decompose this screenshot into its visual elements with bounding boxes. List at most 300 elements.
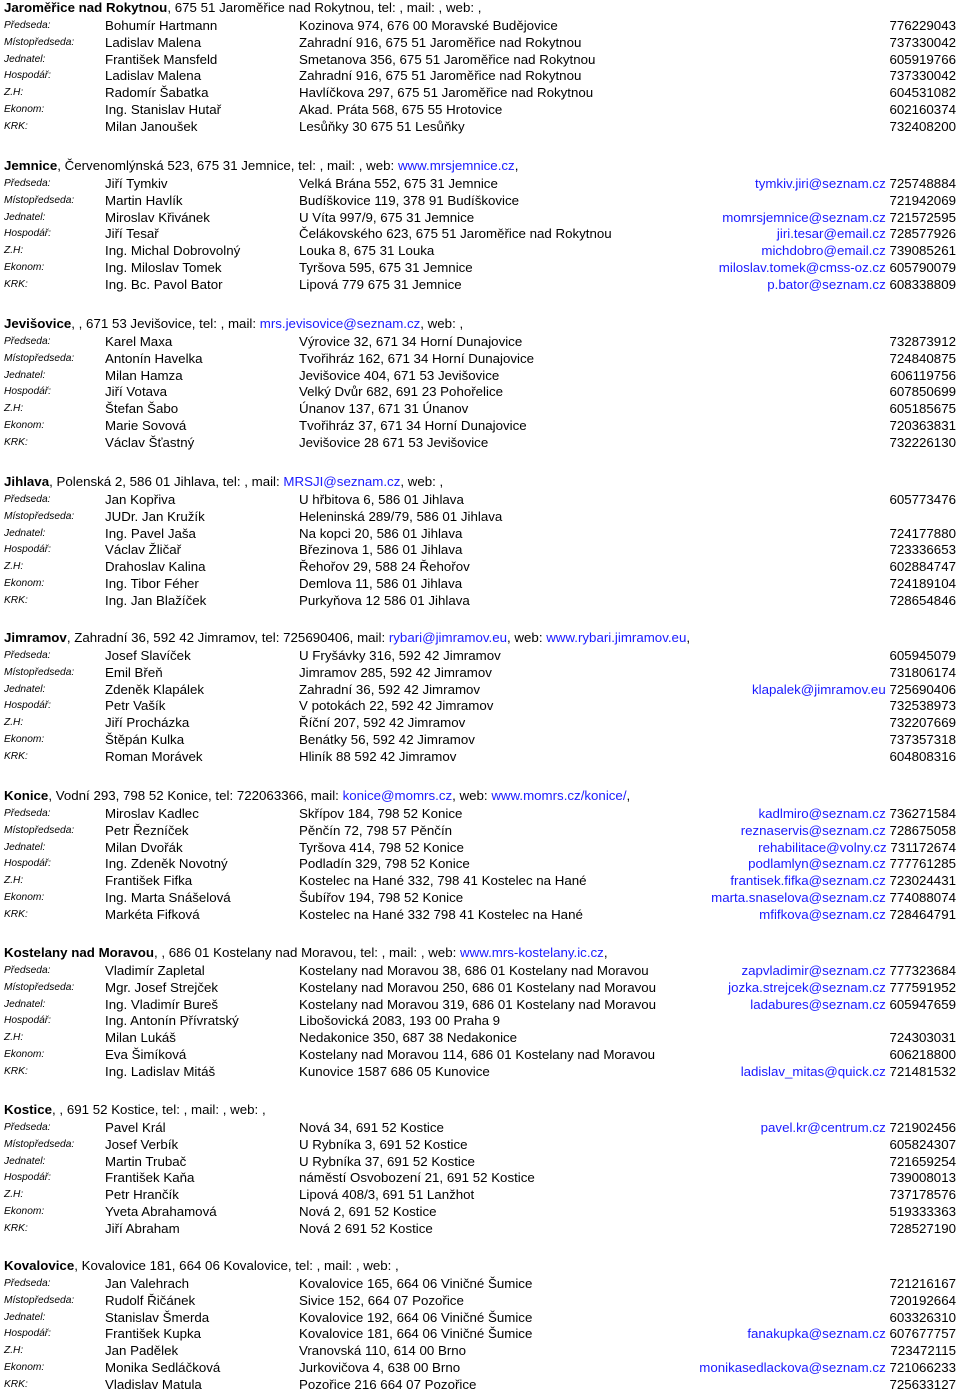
member-address: Tvořihráz 162, 671 34 Horní Dunajovice xyxy=(299,350,535,366)
organization-name: Jimramov xyxy=(4,630,67,645)
member-contact xyxy=(889,542,956,559)
member-address: náměstí Osvobození 21, 691 52 Kostice xyxy=(299,1170,535,1186)
member-phone: 724840875 xyxy=(889,350,956,366)
member-name: Bohumír Hartmann xyxy=(105,18,218,33)
member-name: Roman Morávek xyxy=(105,748,203,764)
member-email-link[interactable]: zapvladimir@seznam.cz xyxy=(741,963,886,978)
member-contact xyxy=(730,873,956,890)
member-name: Štěpán Kulka xyxy=(105,732,185,747)
member-name: František Mansfeld xyxy=(105,51,218,67)
member-name: Ladislav Malena xyxy=(105,34,202,50)
organization-web-link[interactable]: www.momrs.cz/konice/ xyxy=(491,788,627,803)
organization-web-link[interactable]: www.rybari.jimramov.eu xyxy=(546,630,687,645)
member-contact xyxy=(889,1030,956,1047)
organization-name: Jihlava xyxy=(4,474,50,489)
member-role: KRK: xyxy=(4,1222,28,1234)
member-row xyxy=(4,732,956,749)
member-row xyxy=(4,648,956,665)
member-row xyxy=(4,1221,956,1238)
member-name: Emil Břeň xyxy=(105,664,163,680)
member-email-link[interactable]: fanakupka@seznam.cz xyxy=(747,1326,886,1342)
member-contact xyxy=(889,102,956,119)
member-name: Martin Havlík xyxy=(105,192,183,208)
member-row xyxy=(4,52,956,69)
member-role: Předseda: xyxy=(4,178,51,189)
member-phone: 721572595 xyxy=(889,209,956,225)
member-phone: 728577926 xyxy=(889,226,956,242)
member-row xyxy=(4,715,956,732)
member-row xyxy=(4,698,956,715)
member-contact xyxy=(889,593,956,610)
member-name: Josef Slavíček xyxy=(105,648,191,663)
member-address: Lesůňky 30 675 51 Lesůňky xyxy=(299,118,465,134)
member-contact xyxy=(889,119,956,136)
member-role: Místopředseda: xyxy=(4,1138,75,1150)
member-address: Hliník 88 592 42 Jimramov xyxy=(299,748,457,764)
member-role: KRK: xyxy=(4,278,28,290)
member-address: Kozinova 974, 676 00 Moravské Budějovice xyxy=(299,18,558,33)
organization-info: , xyxy=(686,630,691,645)
organization-info: , Zahradní 36, 592 42 Jimramov, tel: 725690406, mail: xyxy=(66,630,389,645)
member-address: Kostelany nad Moravou 114, 686 01 Kostelany nad Moravou xyxy=(299,1047,656,1062)
member-row xyxy=(4,1360,956,1377)
member-address: Kovalovice 165, 664 06 Viničné Šumice xyxy=(299,1276,533,1291)
member-phone: 737330042 xyxy=(889,68,956,84)
member-name: František Kupka xyxy=(105,1326,202,1342)
member-address: Kostelec na Hané 332 798 41 Kostelec na Hané xyxy=(299,906,583,922)
member-role: KRK: xyxy=(4,594,28,606)
member-contact xyxy=(889,559,956,576)
member-name: Miroslav Kadlec xyxy=(105,806,199,821)
organization-header xyxy=(4,1258,399,1274)
member-address: Nová 2 691 52 Kostice xyxy=(299,1220,433,1236)
member-name: Ing. Stanislav Hutař xyxy=(105,102,222,117)
member-phone: 602884747 xyxy=(889,559,956,575)
member-address: Sivice 152, 664 07 Pozořice xyxy=(299,1292,464,1308)
member-phone: 737330042 xyxy=(889,34,956,50)
member-name: Zdeněk Klapálek xyxy=(105,681,205,697)
member-row xyxy=(4,749,956,766)
member-phone: 737178576 xyxy=(889,1187,956,1203)
member-address: Velká Brána 552, 675 31 Jemnice xyxy=(299,176,498,191)
member-contact xyxy=(711,890,956,907)
member-address: Benátky 56, 592 42 Jimramov xyxy=(299,732,475,747)
member-contact xyxy=(741,963,956,980)
member-name: Yveta Abrahamová xyxy=(105,1204,217,1219)
member-name: Štefan Šabo xyxy=(105,401,179,417)
member-address: Velký Dvůr 682, 691 23 Pohořelice xyxy=(299,384,504,400)
member-email-link[interactable]: reznaservis@seznam.cz xyxy=(740,822,886,838)
member-contact xyxy=(741,1064,956,1081)
member-email-link[interactable]: pavel.kr@centrum.cz xyxy=(760,1120,886,1135)
member-role: Hospodář: xyxy=(4,1172,52,1184)
member-address: Řehořov 29, 588 24 Řehořov xyxy=(299,559,470,575)
member-row xyxy=(4,526,956,543)
organization-info: , web: xyxy=(452,788,492,803)
member-row xyxy=(4,368,956,385)
organization-info: , web: , xyxy=(400,474,444,489)
member-phone: 605945079 xyxy=(889,648,956,663)
member-role: Místopředseda: xyxy=(4,194,75,206)
member-row xyxy=(4,980,956,997)
member-role: KRK: xyxy=(4,1065,28,1077)
organization-header xyxy=(4,630,690,646)
member-role: Hospodář: xyxy=(4,228,52,240)
member-contact xyxy=(890,1343,956,1360)
member-role: Místopředseda: xyxy=(4,36,75,48)
member-phone: 721216167 xyxy=(889,1276,956,1291)
member-contact xyxy=(889,526,956,543)
member-role: Z.H: xyxy=(4,87,24,99)
member-address: Šubířov 194, 798 52 Konice xyxy=(299,890,464,905)
member-role: Z.H: xyxy=(4,1032,24,1044)
member-email-link[interactable]: michdobro@email.cz xyxy=(761,243,886,259)
member-row xyxy=(4,334,956,351)
member-email-link[interactable]: jiri.tesar@email.cz xyxy=(776,226,886,242)
member-phone: 724189104 xyxy=(889,576,956,591)
member-email-link[interactable]: miloslav.tomek@cmss-oz.cz xyxy=(718,260,886,275)
member-name: Ing. Michal Dobrovolný xyxy=(105,243,241,259)
member-role: Z.H: xyxy=(4,245,24,257)
member-phone: 736271584 xyxy=(889,806,956,821)
member-address: Pozořice 216 664 07 Pozořice xyxy=(299,1376,477,1392)
member-address: Kostelec na Hané 332, 798 41 Kostelec na Hané xyxy=(299,873,587,889)
member-contact xyxy=(761,1120,956,1137)
member-address: Heleninská 289/79, 586 01 Jihlava xyxy=(299,508,503,524)
member-phone: 732408200 xyxy=(889,118,956,134)
member-contact xyxy=(889,193,956,210)
member-phone: 732226130 xyxy=(889,434,956,450)
member-contact xyxy=(889,576,956,593)
member-role: Místopředseda: xyxy=(4,981,75,993)
member-row xyxy=(4,1170,956,1187)
member-role: Z.H: xyxy=(4,1189,24,1201)
member-contact xyxy=(758,806,956,823)
member-phone: 606119756 xyxy=(890,367,956,383)
member-phone: 725633127 xyxy=(889,1376,956,1392)
member-name: Petr Vašík xyxy=(105,698,166,714)
organization-info: , xyxy=(603,945,608,960)
member-row xyxy=(4,1204,956,1221)
member-name: Eva Šimíková xyxy=(105,1047,187,1062)
organization-info: , Polenská 2, 586 01 Jihlava, tel: , mail: xyxy=(49,474,284,489)
member-name: Ing. Vladimír Bureš xyxy=(105,996,219,1012)
member-phone: 774088074 xyxy=(889,890,956,905)
member-name: Milan Janoušek xyxy=(105,118,198,134)
organization-web-link[interactable]: www.mrsjemnice.cz xyxy=(397,158,515,173)
organization-email-link[interactable]: MRSJI@seznam.cz xyxy=(283,474,401,489)
member-name: Markéta Fifková xyxy=(105,906,200,922)
member-address: U Rybníka 3, 691 52 Kostice xyxy=(299,1136,468,1152)
member-phone: 777591952 xyxy=(889,979,956,995)
member-contact xyxy=(889,18,956,35)
member-role: Z.H: xyxy=(4,717,24,729)
member-role: Jednatel: xyxy=(4,998,46,1010)
organization-header xyxy=(4,158,518,174)
member-name: Vladimír Zapletal xyxy=(105,963,205,978)
member-name: František Kaňa xyxy=(105,1170,195,1186)
member-row xyxy=(4,119,956,136)
member-role: KRK: xyxy=(4,1378,28,1390)
member-row xyxy=(4,1047,956,1064)
member-phone: 604808316 xyxy=(889,748,956,764)
member-contact xyxy=(889,418,956,435)
member-phone: 723024431 xyxy=(889,873,956,889)
member-row xyxy=(4,435,956,452)
member-role: Místopředseda: xyxy=(4,352,75,364)
member-role: Místopředseda: xyxy=(4,824,75,836)
member-phone: 776229043 xyxy=(889,18,956,33)
member-phone: 608338809 xyxy=(889,276,956,292)
member-row xyxy=(4,509,956,526)
member-name: Ing. Antonín Přívratský xyxy=(105,1013,239,1029)
member-role: Jednatel: xyxy=(4,369,46,381)
member-row xyxy=(4,542,956,559)
member-phone: 728675058 xyxy=(889,822,956,838)
member-role: Jednatel: xyxy=(4,841,46,853)
member-address: U Fryšávky 316, 592 42 Jimramov xyxy=(299,648,501,663)
member-name: Rudolf Řičánek xyxy=(105,1292,196,1308)
member-phone: 720363831 xyxy=(889,418,956,433)
member-contact xyxy=(889,1047,956,1064)
member-name: Stanislav Šmerda xyxy=(105,1309,210,1325)
member-address: V potokách 22, 592 42 Jimramov xyxy=(299,698,494,714)
member-name: Radomír Šabatka xyxy=(105,85,209,101)
member-row xyxy=(4,418,956,435)
member-row xyxy=(4,492,956,509)
member-role: Hospodář: xyxy=(4,70,52,82)
member-phone: 721481532 xyxy=(889,1063,956,1079)
member-contact xyxy=(889,35,956,52)
organization-info: , Červenomlýnská 523, 675 31 Jemnice, tel: , mail: , web: xyxy=(57,158,398,173)
member-email-link[interactable]: kadlmiro@seznam.cz xyxy=(758,806,886,821)
member-address: Louka 8, 675 31 Louka xyxy=(299,243,435,259)
member-address: Výrovice 32, 671 34 Horní Dunajovice xyxy=(299,334,523,349)
organization-header xyxy=(4,316,463,332)
member-contact xyxy=(889,1377,956,1394)
member-contact xyxy=(699,1360,956,1377)
member-phone: 724177880 xyxy=(889,525,956,541)
member-address: Březinova 1, 586 01 Jihlava xyxy=(299,542,463,558)
member-role: Hospodář: xyxy=(4,544,52,556)
member-role: Z.H: xyxy=(4,1345,24,1357)
member-row xyxy=(4,1187,956,1204)
member-role: Ekonom: xyxy=(4,578,45,589)
member-row xyxy=(4,873,956,890)
member-email-link[interactable]: rehabilitace@volny.cz xyxy=(758,839,887,855)
member-row xyxy=(4,210,956,227)
member-name: Milan Dvořák xyxy=(105,839,183,855)
member-email-link[interactable]: marta.snaselova@seznam.cz xyxy=(711,890,886,905)
member-address: U hřbitova 6, 586 01 Jihlava xyxy=(299,492,464,507)
member-address: Zahradní 916, 675 51 Jaroměřice nad Rokytnou xyxy=(299,68,582,84)
organization-email-link[interactable]: konice@momrs.cz xyxy=(342,788,453,803)
member-phone: 602160374 xyxy=(889,102,956,117)
organization-email-link[interactable]: mrs.jevisovice@seznam.cz xyxy=(259,316,421,331)
member-phone: 720192664 xyxy=(889,1292,956,1308)
member-contact xyxy=(722,210,956,227)
member-address: Lipová 408/3, 691 51 Lanžhot xyxy=(299,1187,475,1203)
member-row xyxy=(4,890,956,907)
member-contact xyxy=(889,1170,956,1187)
member-contact xyxy=(748,856,956,873)
member-role: Ekonom: xyxy=(4,1206,45,1217)
member-role: Z.H: xyxy=(4,403,24,415)
member-address: Vranovská 110, 614 00 Brno xyxy=(299,1343,467,1359)
member-row xyxy=(4,35,956,52)
organization-info: , , 686 01 Kostelany nad Moravou, tel: , mail: , web: xyxy=(154,945,460,960)
member-name: Jiří Tymkiv xyxy=(105,176,168,191)
member-role: Předseda: xyxy=(4,20,51,31)
member-row xyxy=(4,1154,956,1171)
member-contact xyxy=(767,277,956,294)
member-name: Milan Hamza xyxy=(105,367,183,383)
member-name: Jiří Abraham xyxy=(105,1220,180,1236)
member-contact xyxy=(758,840,956,857)
member-name: Ing. Ladislav Mitáš xyxy=(105,1063,216,1079)
member-role: Hospodář: xyxy=(4,1328,52,1340)
member-address: Skřípov 184, 798 52 Konice xyxy=(299,806,463,821)
member-row xyxy=(4,1120,956,1137)
member-address: Kostelany nad Moravou 38, 686 01 Kostelany nad Moravou xyxy=(299,963,649,978)
member-name: Ing. Bc. Pavol Bator xyxy=(105,276,223,292)
member-role: Jednatel: xyxy=(4,1311,46,1323)
member-name: Jiří Tesař xyxy=(105,226,159,242)
member-contact xyxy=(889,1221,956,1238)
member-address: Tyršova 414, 798 52 Konice xyxy=(299,839,464,855)
member-address: Jevišovice 28 671 53 Jevišovice xyxy=(299,434,489,450)
member-name: Marie Sovová xyxy=(105,418,187,433)
member-phone: 777323684 xyxy=(889,963,956,978)
member-role: Hospodář: xyxy=(4,700,52,712)
member-phone: 721066233 xyxy=(889,1360,956,1375)
member-name: Antonín Havelka xyxy=(105,350,203,366)
organization-header xyxy=(4,474,443,490)
member-phone: 732873912 xyxy=(889,334,956,349)
member-name: Ladislav Malena xyxy=(105,68,202,84)
member-phone: 605773476 xyxy=(889,492,956,507)
member-contact xyxy=(889,665,956,682)
member-email-link[interactable]: ladabures@seznam.cz xyxy=(750,996,886,1012)
member-address: Kostelany nad Moravou 319, 686 01 Kostelany nad Moravou xyxy=(299,996,657,1012)
member-contact xyxy=(889,698,956,715)
member-row xyxy=(4,1293,956,1310)
member-contact xyxy=(889,85,956,102)
member-name: Ing. Marta Snášelová xyxy=(105,890,231,905)
member-address: Zahradní 36, 592 42 Jimramov xyxy=(299,681,481,697)
organization-info: , 675 51 Jaroměřice nad Rokytnou, tel: , mail: , web: , xyxy=(167,0,482,15)
member-name: Pavel Král xyxy=(105,1120,166,1135)
member-email-link[interactable]: momrsjemnice@seznam.cz xyxy=(722,209,886,225)
member-name: František Fifka xyxy=(105,873,193,889)
member-contact xyxy=(889,715,956,732)
member-row xyxy=(4,907,956,924)
member-email-link[interactable]: podlamlyn@seznam.cz xyxy=(748,856,886,872)
member-address: Podladín 329, 798 52 Konice xyxy=(299,856,470,872)
member-contact xyxy=(889,351,956,368)
member-contact xyxy=(889,1293,956,1310)
member-contact xyxy=(889,435,956,452)
member-address: Říční 207, 592 42 Jimramov xyxy=(299,715,466,731)
member-phone: 739008013 xyxy=(889,1170,956,1186)
member-address: Jevišovice 404, 671 53 Jevišovice xyxy=(299,367,500,383)
member-row xyxy=(4,193,956,210)
organization-web-link[interactable]: www.mrs-kostelany.ic.cz xyxy=(460,945,604,960)
member-phone: 739085261 xyxy=(889,243,956,259)
member-address: Zahradní 916, 675 51 Jaroměřice nad Rokytnou xyxy=(299,34,582,50)
member-row xyxy=(4,1030,956,1047)
member-name: Jan Kopřiva xyxy=(105,492,176,507)
member-role: Ekonom: xyxy=(4,1049,45,1060)
member-phone: 606218800 xyxy=(889,1047,956,1062)
member-phone: 605790079 xyxy=(889,260,956,275)
member-row xyxy=(4,351,956,368)
member-row xyxy=(4,593,956,610)
member-role: Jednatel: xyxy=(4,527,46,539)
member-email-link[interactable]: p.bator@seznam.cz xyxy=(767,276,886,292)
member-email-link[interactable]: tymkiv.jiri@seznam.cz xyxy=(755,176,886,191)
member-row xyxy=(4,68,956,85)
member-name: Jiří Procházka xyxy=(105,715,190,731)
organization-info: , web: , xyxy=(420,316,464,331)
member-row xyxy=(4,1326,956,1343)
member-role: Jednatel: xyxy=(4,1155,46,1167)
member-email-link[interactable]: jozka.strejcek@seznam.cz xyxy=(728,979,886,995)
member-row xyxy=(4,576,956,593)
member-contact xyxy=(889,749,956,766)
member-email-link[interactable]: klapalek@jimramov.eu xyxy=(752,681,886,697)
member-row xyxy=(4,823,956,840)
member-phone: 605947659 xyxy=(889,996,956,1012)
member-contact xyxy=(747,1326,956,1343)
member-phone: 605919766 xyxy=(889,51,956,67)
member-row xyxy=(4,102,956,119)
member-row xyxy=(4,806,956,823)
member-role: Hospodář: xyxy=(4,386,52,398)
member-contact xyxy=(752,682,956,699)
member-address: Nedakonice 350, 687 38 Nedakonice xyxy=(299,1030,518,1046)
member-email-link[interactable]: ladislav_mitas@quick.cz xyxy=(740,1063,886,1079)
member-contact xyxy=(889,401,956,418)
member-address: Budíškovice 119, 378 91 Budíškovice xyxy=(299,192,520,208)
member-role: Ekonom: xyxy=(4,892,45,903)
organization-email-link[interactable]: rybari@jimramov.eu xyxy=(388,630,508,645)
member-role: KRK: xyxy=(4,436,28,448)
member-role: Ekonom: xyxy=(4,734,45,745)
organization-info: , , 671 53 Jevišovice, tel: , mail: xyxy=(71,316,260,331)
member-role: Předseda: xyxy=(4,1122,51,1133)
member-role: Ekonom: xyxy=(4,420,45,431)
member-address: Na kopci 20, 586 01 Jihlava xyxy=(299,525,463,541)
member-contact xyxy=(741,823,956,840)
member-name: Ing. Pavel Jaša xyxy=(105,525,196,541)
member-email-link[interactable]: mfifkova@seznam.cz xyxy=(759,906,886,922)
member-email-link[interactable]: monikasedlackova@seznam.cz xyxy=(699,1360,886,1375)
organization-header xyxy=(4,945,608,961)
member-phone: 721942069 xyxy=(889,192,956,208)
member-name: Petr Řezníček xyxy=(105,822,189,838)
member-phone: 607677757 xyxy=(889,1326,956,1342)
member-name: Karel Maxa xyxy=(105,334,173,349)
member-address: Únanov 137, 671 31 Únanov xyxy=(299,401,469,417)
member-contact xyxy=(889,1310,956,1327)
member-address: Demlova 11, 586 01 Jihlava xyxy=(299,576,463,591)
member-address: Havlíčkova 297, 675 51 Jaroměřice nad Rokytnou xyxy=(299,85,594,101)
member-phone: 728527190 xyxy=(889,1220,956,1236)
member-name: Jiří Votava xyxy=(105,384,168,400)
member-row xyxy=(4,243,956,260)
member-email-link[interactable]: frantisek.fifka@seznam.cz xyxy=(730,873,886,889)
